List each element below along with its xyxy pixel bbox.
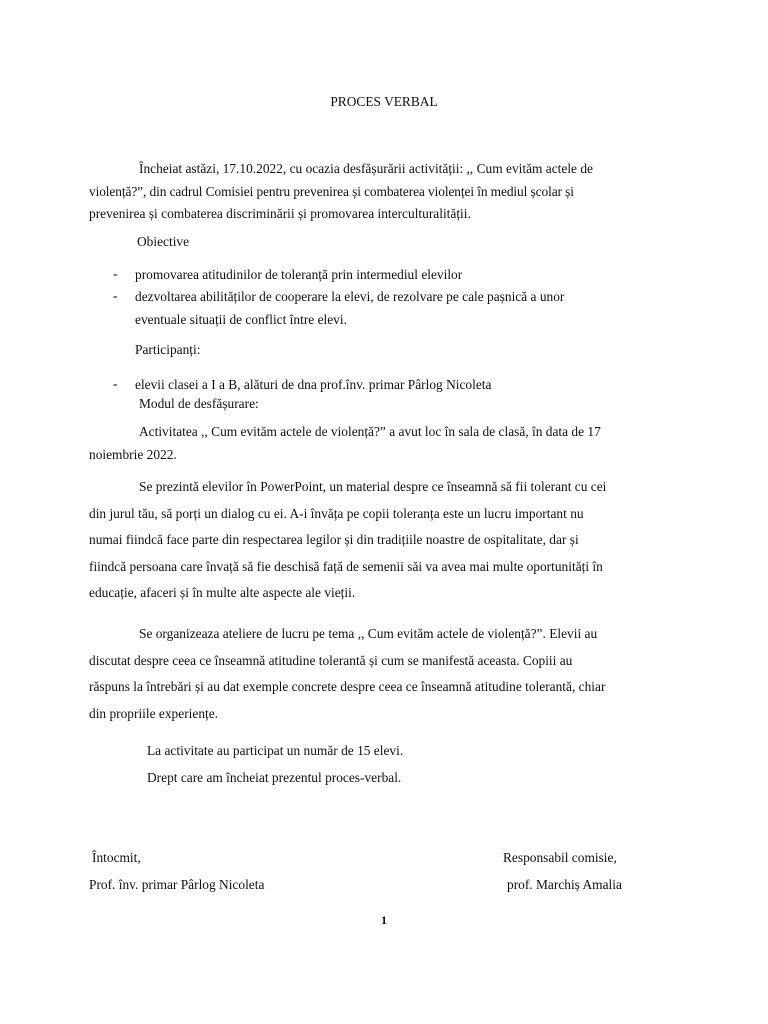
activity-paragraph <box>89 421 689 466</box>
presentation-line: Se prezintă elevilor în PowerPoint, un material despre ce înseamnă să fii tolerant cu cei <box>139 479 607 494</box>
signature-left-role: Întocmit, <box>92 850 141 865</box>
workshops-line: răspuns la întrebări și au dat exemple concrete despre ceea ce înseamnă atitudine tolerantă, chiar <box>89 679 606 694</box>
signature-right-name: prof. Marchiș Amalia <box>507 877 622 892</box>
page-number: 1 <box>381 913 387 927</box>
objective-item <box>135 286 564 331</box>
objective-text: eventuale situații de conflict între elevi. <box>135 311 347 327</box>
mode-label: Modul de desfășurare: <box>139 396 259 411</box>
workshops-line: Se organizeaza ateliere de lucru pe tema ,, Cum evităm actele de violență?”. Elevii au <box>139 626 598 641</box>
presentation-paragraph <box>89 474 689 607</box>
signature-right-role: Responsabil comisie, <box>503 850 617 865</box>
signature-left-name: Prof. înv. primar Pârlog Nicoleta <box>89 877 265 892</box>
document-title: PROCES VERBAL <box>330 94 438 109</box>
activity-line: noiembrie 2022. <box>89 446 177 462</box>
presentation-line: numai fiindcă face parte din respectarea legilor și din tradițiile noastre de ospitalitate, dar și <box>89 532 579 547</box>
participants-label: Participanți: <box>135 342 201 357</box>
presentation-line: din jurul tău, să porți un dialog cu ei. A-i învăța pe copii toleranța este un lucru important nu <box>89 505 584 521</box>
participants-count-line: La activitate au participat un număr de 15 elevi. <box>147 743 404 758</box>
intro-line: prevenirea și combaterea discriminării și promovarea interculturalității. <box>89 206 471 222</box>
workshops-paragraph <box>89 621 689 727</box>
intro-line: violență?”, din cadrul Comisiei pentru prevenirea și combaterea violenței în mediul școlar și <box>89 183 574 199</box>
objective-item <box>135 264 462 287</box>
list-dash: - <box>113 266 118 281</box>
activity-line: Activitatea ,, Cum evităm actele de violență?” a avut loc în sala de clasă, în data de 17 <box>139 424 601 439</box>
list-dash: - <box>113 376 118 391</box>
intro-line: Încheiat astăzi, 17.10.2022, cu ocazia desfășurării activității: ,, Cum evităm actele de <box>139 161 593 176</box>
objective-text: promovarea atitudinilor de toleranță prin intermediul elevilor <box>135 267 463 282</box>
objective-text: dezvoltarea abilităților de cooperare la elevi, de rezolvare pe cale pașnică a unor <box>135 289 565 304</box>
workshops-line: discutat despre ceea ce înseamnă atitudine tolerantă și cum se manifestă aceasta. Copiii au <box>89 652 573 668</box>
workshops-line: din propriile experiențe. <box>89 705 219 721</box>
participant-item: elevii clasei a I a B, alături de dna prof.înv. primar Pârlog Nicoleta <box>135 377 492 392</box>
objectives-label: Obiective <box>137 234 190 249</box>
intro-paragraph <box>89 158 689 226</box>
list-dash: - <box>113 288 118 303</box>
closing-line: Drept care am încheiat prezentul proces-verbal. <box>147 770 402 785</box>
presentation-line: fiindcă persoana care învață să fie deschisă față de semenii săi va avea mai multe oportunități în <box>89 558 603 574</box>
presentation-line: educație, afaceri și în multe alte aspecte ale vieții. <box>89 585 356 600</box>
